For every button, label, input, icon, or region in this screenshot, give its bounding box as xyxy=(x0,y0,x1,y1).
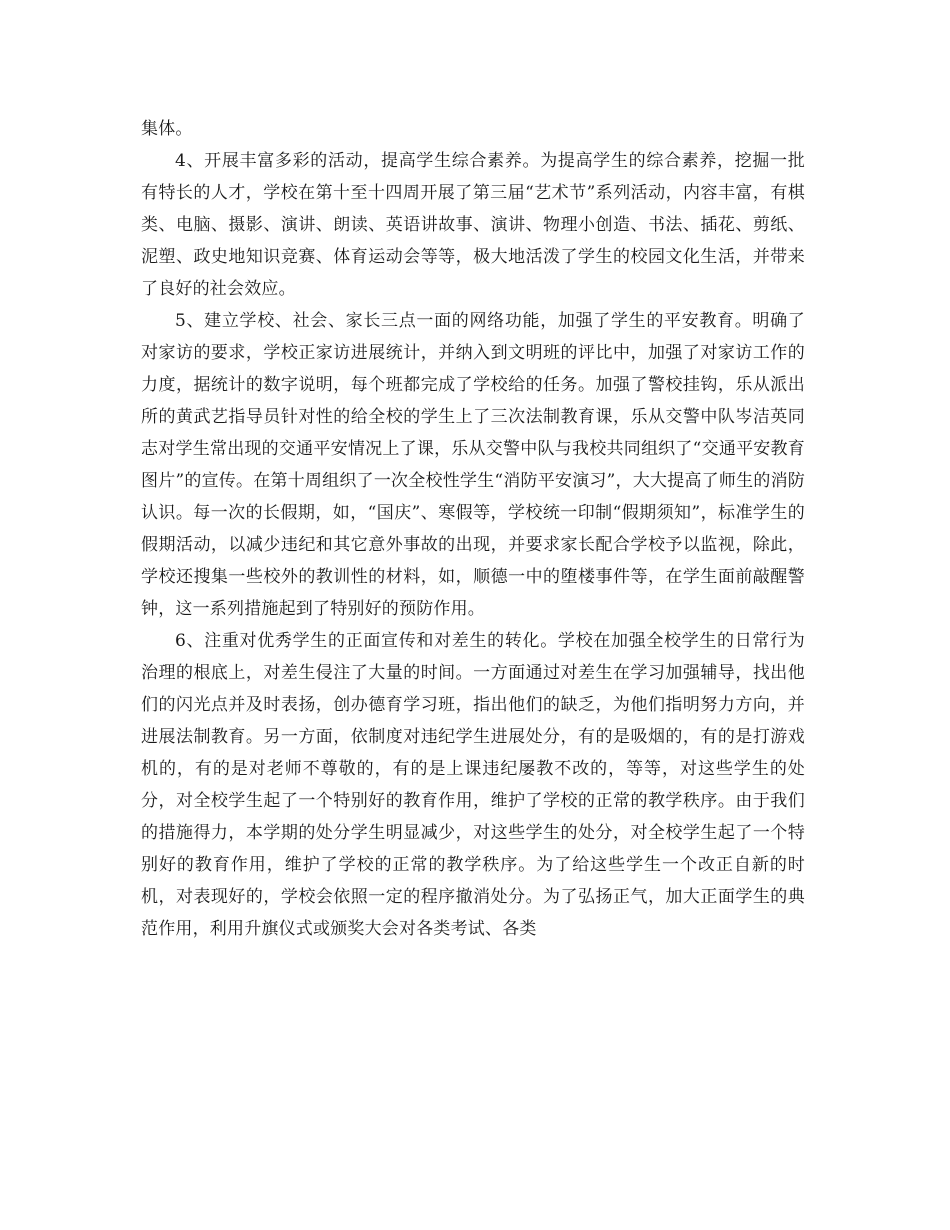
paragraph-item-6: 6、注重对优秀学生的正面宣传和对差生的转化。学校在加强全校学生的日常行为治理的根底上，对差生侵注了大量的时间。一方面通过对差生在学习加强辅导，找出他们的闪光点并及时表扬，创办德育学习班，指出他们的缺乏，为他们指明努力方向，并进展法制教育。另一方面，依制度对违纪学生进展处分，有的是吸烟的，有的是打游戏机的，有的是对老师不尊敬的，有的是上课违纪屡教不改的，等等，对这些学生的处分，对全校学生起了一个特别好的教育作用，维护了学校的正常的教学秩序。由于我们的措施得力，本学期的处分学生明显减少，对这些学生的处分，对全校学生起了一个特别好的教育作用，维护了学校的正常的教学秩序。为了给这些学生一个改正自新的时机，对表现好的，学校会依照一定的程序撤消处分。为了弘扬正气，加大正面学生的典范作用，利用升旗仪式或颁奖大会对各类考试、各类 xyxy=(141,631,805,939)
paragraph-continuation: 集体。 xyxy=(141,119,193,139)
document-body xyxy=(141,113,805,945)
paragraph-item-5: 5、建立学校、社会、家长三点一面的网络功能，加强了学生的平安教育。明确了对家访的要求，学校正家访进展统计，并纳入到文明班的评比中，加强了对家访工作的力度，据统计的数字说明，每个班都完成了学校给的任务。加强了警校挂钩，乐从派出所的黄武艺指导员针对性的给全校的学生上了三次法制教育课，乐从交警中队岑洁英同志对学生常出现的交通平安情况上了课，乐从交警中队与我校共同组织了“交通平安教育图片”的宣传。在第十周组织了一次全校性学生“消防平安演习”，大大提高了师生的消防认识。每一次的长假期，如，“国庆”、寒假等，学校统一印制“假期须知”，标准学生的假期活动，以减少违纪和其它意外事故的出现，并要求家长配合学校予以监视，除此，学校还搜集一些校外的教训性的材料，如，顺德一中的堕楼事件等，在学生面前敲醒警钟，这一系列措施起到了特别好的预防作用。 xyxy=(141,311,805,619)
paragraph-item-4: 4、开展丰富多彩的活动，提高学生综合素养。为提高学生的综合素养，挖掘一批有特长的人才，学校在第十至十四周开展了第三届“艺术节”系列活动，内容丰富，有棋类、电脑、摄影、演讲、朗读、英语讲故事、演讲、物理小创造、书法、插花、剪纸、泥塑、政史地知识竞赛、体育运动会等等，极大地活泼了学生的校园文化生活，并带来了良好的社会效应。 xyxy=(141,151,805,299)
